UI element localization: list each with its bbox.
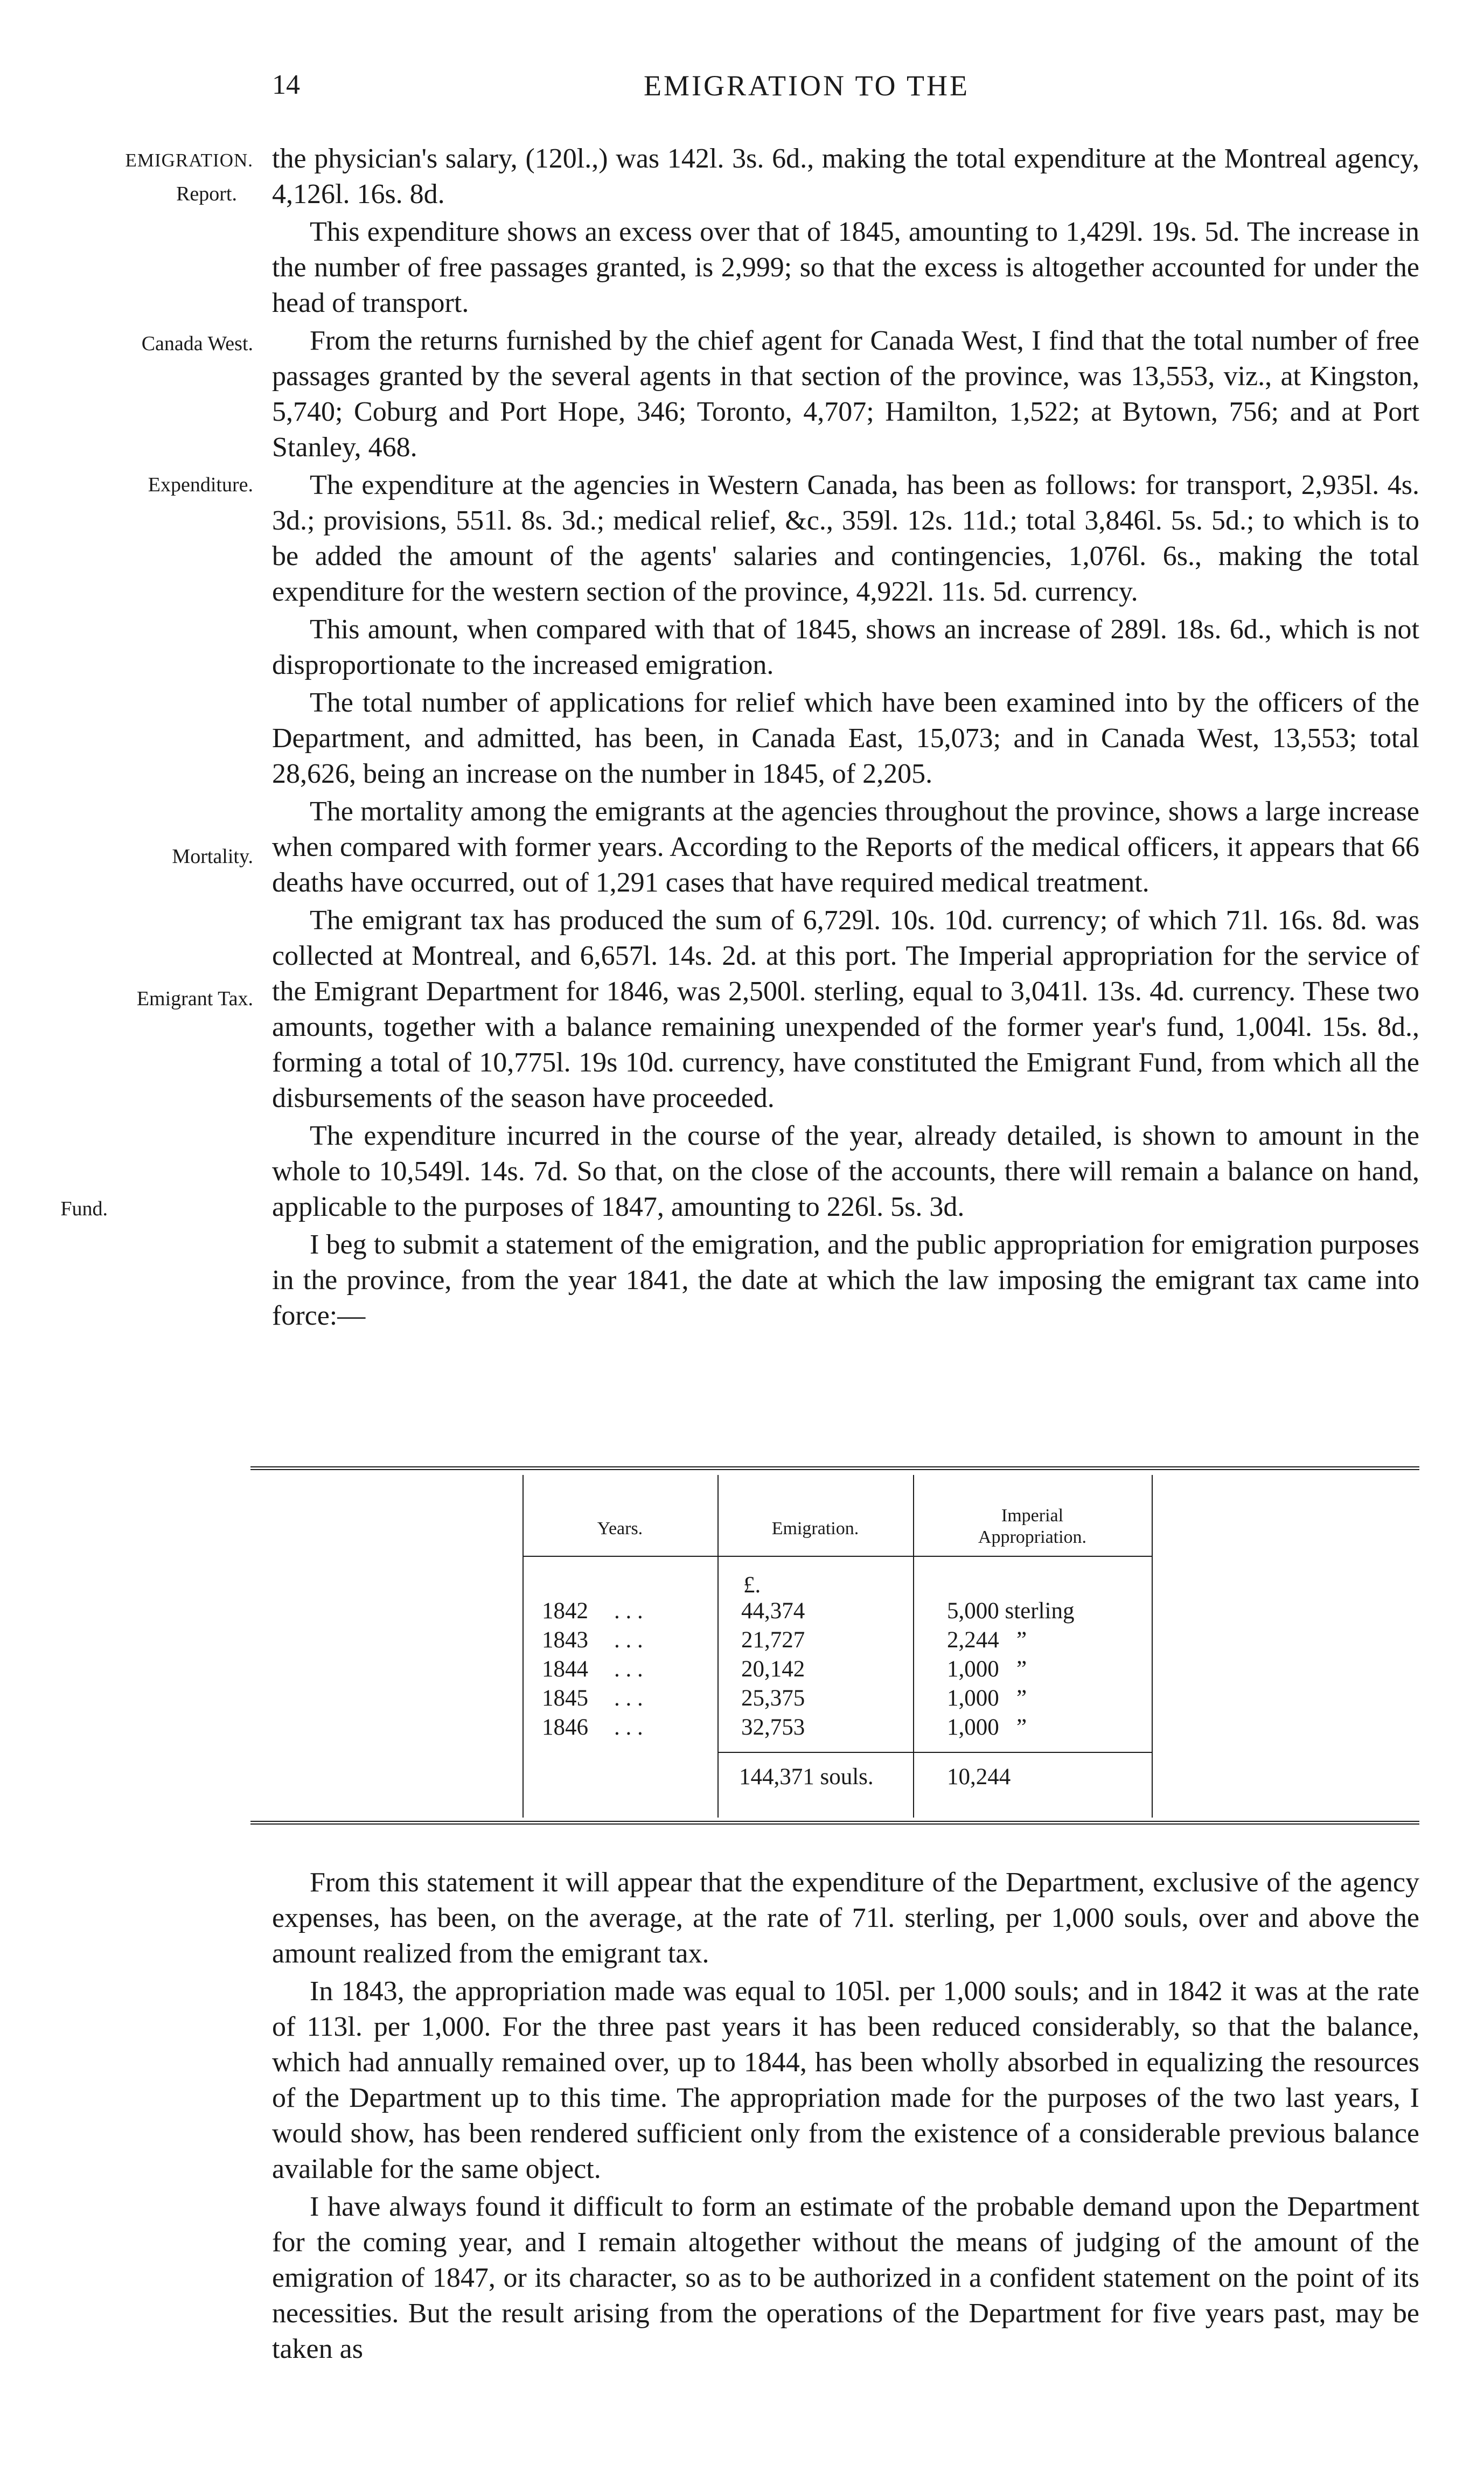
paragraph: From the returns furnished by the chief agent for Canada West, I find that the total number of free passages granted by the several agents in that section of the province, was 13,553, viz., at Kingston, 5,740; Coburg and Port Hope, 346; Toronto, 4,707; Hamilton, 1,522; at Bytown, 756; and at Port Stanley, 468. xyxy=(272,325,1419,463)
cell-year: 1844 xyxy=(542,1656,588,1682)
cell-leader-dots: . . . xyxy=(614,1598,643,1624)
table-top-rule xyxy=(250,1466,1419,1470)
cell-year: 1845 xyxy=(542,1686,588,1711)
cell-emigration: 25,375 xyxy=(741,1686,805,1711)
currency-mark: £. xyxy=(743,1572,761,1598)
column-header-emigration: Emigration. xyxy=(771,1519,859,1539)
header-line: Imperial xyxy=(1001,1506,1064,1526)
margin-note-emigrant-tax: Emigrant Tax. xyxy=(136,987,253,1010)
margin-note-expenditure: Expenditure. xyxy=(148,474,253,496)
cell-leader-dots: . . . xyxy=(614,1656,643,1682)
page-header xyxy=(0,69,1484,112)
paragraph: In 1843, the appropriation made was equal to 105l. per 1,000 souls; and in 1842 it was at the rate of 113l. per 1,000. For the three past years it has been reduced considerably, so that the balance, which had annually remained over, up to 1844, has been wholly absorbed in equalizing the resources of the Department up to this time. The appropriation made for the purposes of the two last years, I would show, has been rendered sufficient only from the existence of a considerable previous balance available for the same object. xyxy=(272,1976,1419,2184)
cell-appropriation: 5,000 sterling xyxy=(947,1598,1075,1624)
running-title: EMIGRATION TO THE xyxy=(644,69,970,102)
cell-leader-dots: . . . xyxy=(614,1627,643,1653)
paragraph: I have always found it difficult to form an estimate of the probable demand upon the Department for the coming year, and I remain altogether without the means of judging of the amount of the emigration of 1847, or its character, so as to be authorized in a confident statement on the point of its necessities. But the result arising from the operations of the Department for five years past, may be taken as xyxy=(272,2191,1419,2364)
margin-note-canada-west: Canada West. xyxy=(141,332,253,355)
cell-year: 1843 xyxy=(542,1627,588,1653)
cell-appropriation: 2,244 ” xyxy=(947,1627,1027,1653)
cell-leader-dots: . . . xyxy=(614,1715,643,1740)
paragraph: I beg to submit a statement of the emigration, and the public appropriation for emigration purposes in the province, from the year 1841, the date at which the law imposing the emigrant tax came into force:— xyxy=(272,1229,1419,1331)
cell-appropriation: 1,000 ” xyxy=(947,1656,1027,1682)
cell-emigration: 44,374 xyxy=(741,1598,805,1624)
margin-note-fund: Fund. xyxy=(60,1198,108,1220)
cell-emigration: 32,753 xyxy=(741,1715,805,1740)
paragraph: The emigrant tax has produced the sum of 6,729l. 10s. 10d. currency; of which 71l. 16s. 8d. was collected at Montreal, and 6,657l. 14s. 2d. at this port. The Imperial appropriation for the service of the Emigrant Department for 1846, was 2,500l. sterling, equal to 3,041l. 13s. 4d. currency. These two amounts, together with a balance remaining unexpended of the former year's fund, 1,004l. 15s. 8d., forming a total of 10,775l. 19s 10d. currency, have constituted the Emigrant Fund, from which all the disbursements of the season have proceeded. xyxy=(272,905,1419,1113)
margin-note-mortality: Mortality. xyxy=(172,845,253,868)
paragraph: The total number of applications for relief which have been examined into by the officers of the Department, and admitted, has been, in Canada East, 15,073; and in Canada West, 13,553; total 28,626, being an increase on the number in 1845, of 2,205. xyxy=(272,687,1419,789)
cell-appropriation: 1,000 ” xyxy=(947,1715,1027,1740)
paragraph: This expenditure shows an excess over that of 1845, amounting to 1,429l. 19s. 5d. The increase in the number of free passages granted, is 2,999; so that the excess is altogether accounted for under the head of transport. xyxy=(272,217,1419,318)
paragraph: The mortality among the emigrants at the agencies throughout the province, shows a large increase when compared with former years. According to the Reports of the medical officers, it appears that 66 deaths have occurred, out of 1,291 cases that have required medical treatment. xyxy=(272,796,1419,898)
emigration-table xyxy=(522,1475,1153,1818)
total-appropriation: 10,244 xyxy=(947,1764,1011,1790)
cell-emigration: 21,727 xyxy=(741,1627,805,1653)
margin-note-report: Report. xyxy=(176,183,237,205)
total-emigration: 144,371 souls. xyxy=(739,1764,874,1790)
body-text-lower xyxy=(272,1865,1419,2369)
paragraph: From this statement it will appear that the expenditure of the Department, exclusive of the agency expenses, has been, on the average, at the rate of 71l. sterling, per 1,000 souls, over and above the amount realized from the emigrant tax. xyxy=(272,1867,1419,1969)
cell-leader-dots: . . . xyxy=(614,1686,643,1711)
header-rule xyxy=(522,1556,1153,1557)
table-bottom-rule xyxy=(250,1821,1419,1825)
paragraph: The expenditure at the agencies in Western Canada, has been as follows: for transport, 2,935l. 4s. 3d.; provisions, 551l. 8s. 3d.; medical relief, &c., 359l. 12s. 11d.; total 3,846l. 5s. 5d.; to which is to be added the amount of the agents' salaries and contingencies, 1,076l. 6s., making the total expenditure for the western section of the province, 4,922l. 11s. 5d. currency. xyxy=(272,470,1419,607)
paragraph: This amount, when compared with that of 1845, shows an increase of 289l. 18s. 6d., which is not disproportionate to the increased emigration. xyxy=(272,614,1419,680)
paragraph: the physician's salary, (120l.,) was 142l. 3s. 6d., making the total expenditure at the Montreal agency, 4,126l. 16s. 8d. xyxy=(272,143,1419,210)
margin-note-emigration: EMIGRATION. xyxy=(125,150,253,171)
column-header-appropriation xyxy=(913,1505,1152,1548)
totals-rule xyxy=(717,1752,1152,1753)
cell-year: 1846 xyxy=(542,1715,588,1740)
column-header-years: Years. xyxy=(597,1519,643,1539)
header-line: Appropriation. xyxy=(978,1527,1087,1547)
cell-year: 1842 xyxy=(542,1598,588,1624)
table-border xyxy=(1152,1475,1153,1818)
page-number: 14 xyxy=(272,69,300,100)
cell-appropriation: 1,000 ” xyxy=(947,1686,1027,1711)
body-text-upper xyxy=(272,141,1419,1336)
cell-emigration: 20,142 xyxy=(741,1656,805,1682)
paragraph: The expenditure incurred in the course of the year, already detailed, is shown to amount in the whole to 10,549l. 14s. 7d. So that, on the close of the accounts, there will remain a balance on hand, applicable to the purposes of 1847, amounting to 226l. 5s. 3d. xyxy=(272,1120,1419,1222)
